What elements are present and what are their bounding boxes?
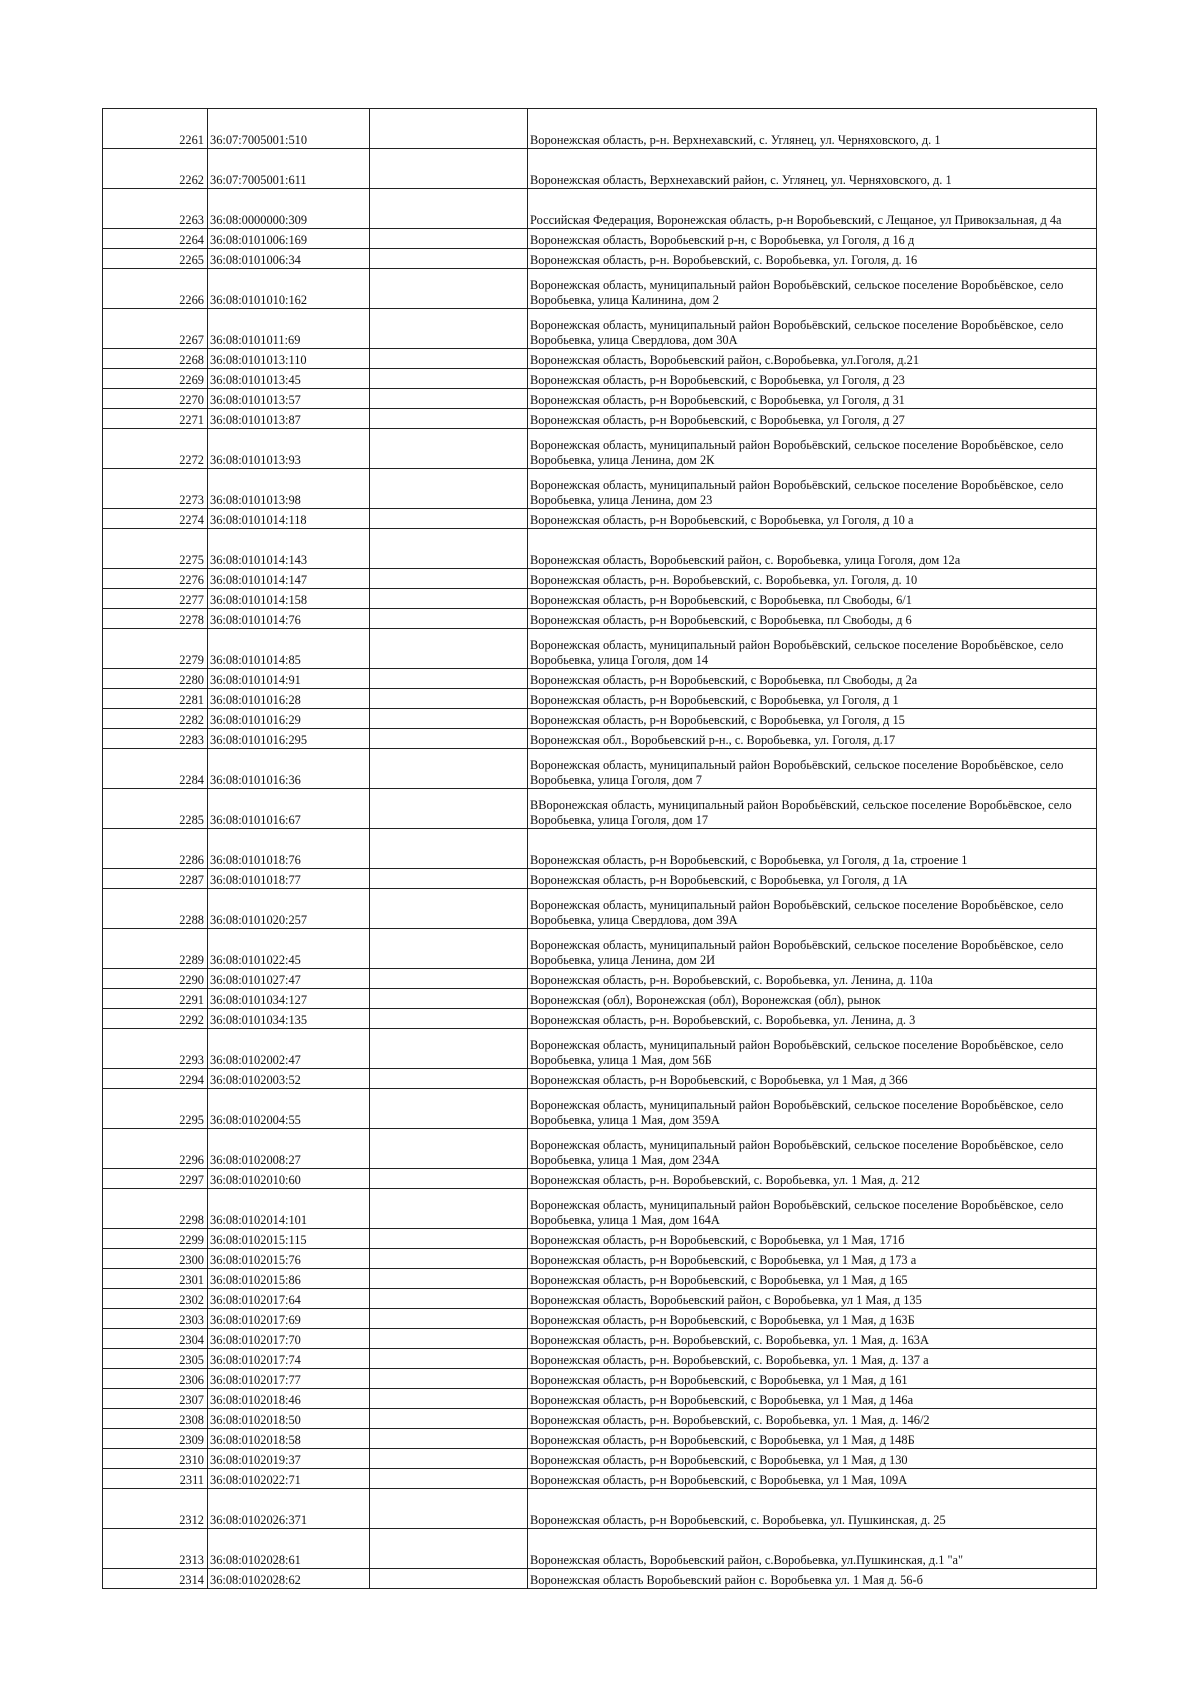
empty-cell	[370, 969, 528, 989]
row-number: 2294	[103, 1069, 208, 1089]
empty-cell	[370, 669, 528, 689]
cadastral-number: 36:08:0101034:127	[208, 989, 370, 1009]
row-number: 2305	[103, 1349, 208, 1369]
cadastral-number: 36:08:0102010:60	[208, 1169, 370, 1189]
address: Воронежская область, р-н. Воробьевский, с. Воробьевка, ул. 1 Мая, д. 137 а	[528, 1349, 1097, 1369]
empty-cell	[370, 569, 528, 589]
empty-cell	[370, 229, 528, 249]
address: Воронежская область, муниципальный район Воробьёвский, сельское поселение Воробьёвское, село Воробьевка, улица 1 Мая, дом 359А	[528, 1089, 1097, 1129]
address: Воронежская область, р-н Воробьевский, с Воробьевка, ул 1 Мая, д 165	[528, 1269, 1097, 1289]
address: Воронежская обл., Воробьевский р-н., с. Воробьевка, ул. Гоголя, д.17	[528, 729, 1097, 749]
row-number: 2312	[103, 1489, 208, 1529]
cadastral-number: 36:08:0102017:64	[208, 1289, 370, 1309]
cadastral-number: 36:08:0101014:76	[208, 609, 370, 629]
table-row	[103, 249, 1097, 269]
cadastral-register-table	[102, 108, 1097, 1589]
address: Воронежская область, р-н. Воробьевский, с. Воробьевка, ул. 1 Мая, д. 163А	[528, 1329, 1097, 1349]
table-row	[103, 609, 1097, 629]
address: Воронежская область, р-н Воробьевский, с Воробьевка, ул Гоголя, д 31	[528, 389, 1097, 409]
cadastral-number: 36:08:0101010:162	[208, 269, 370, 309]
row-number: 2304	[103, 1329, 208, 1349]
row-number: 2314	[103, 1569, 208, 1589]
cadastral-number: 36:08:0102015:86	[208, 1269, 370, 1289]
table-row	[103, 569, 1097, 589]
cadastral-number: 36:08:0102026:371	[208, 1489, 370, 1529]
row-number: 2267	[103, 309, 208, 349]
table-row	[103, 109, 1097, 149]
address: Воронежская область, р-н Воробьевский, с Воробьевка, пл Свободы, д 6	[528, 609, 1097, 629]
row-number: 2306	[103, 1369, 208, 1389]
row-number: 2288	[103, 889, 208, 929]
empty-cell	[370, 629, 528, 669]
table-row	[103, 409, 1097, 429]
empty-cell	[370, 889, 528, 929]
row-number: 2266	[103, 269, 208, 309]
empty-cell	[370, 1069, 528, 1089]
table-row	[103, 889, 1097, 929]
table-row	[103, 1289, 1097, 1309]
address: Воронежская область, р-н Воробьевский, с Воробьевка, ул 1 Мая, 109А	[528, 1469, 1097, 1489]
row-number: 2310	[103, 1449, 208, 1469]
cadastral-number: 36:08:0102017:74	[208, 1349, 370, 1369]
table-row	[103, 1389, 1097, 1409]
empty-cell	[370, 1249, 528, 1269]
table-row	[103, 929, 1097, 969]
address: Воронежская область, р-н Воробьевский, с Воробьевка, ул Гоголя, д 1а, строение 1	[528, 829, 1097, 869]
empty-cell	[370, 1309, 528, 1329]
cadastral-number: 36:08:0101018:77	[208, 869, 370, 889]
row-number: 2264	[103, 229, 208, 249]
address: Воронежская область, р-н Воробьевский, с Воробьевка, ул Гоголя, д 27	[528, 409, 1097, 429]
address: Воронежская область, Воробьевский район, с.Воробьевка, ул.Гоголя, д.21	[528, 349, 1097, 369]
cadastral-number: 36:08:0101016:36	[208, 749, 370, 789]
cadastral-number: 36:08:0101027:47	[208, 969, 370, 989]
empty-cell	[370, 1189, 528, 1229]
row-number: 2302	[103, 1289, 208, 1309]
address: Воронежская область, р-н Воробьевский, с Воробьевка, ул Гоголя, д 15	[528, 709, 1097, 729]
address: Воронежская область, р-н Воробьевский, с Воробьевка, ул 1 Мая, д 366	[528, 1069, 1097, 1089]
row-number: 2299	[103, 1229, 208, 1249]
cadastral-number: 36:08:0101013:87	[208, 409, 370, 429]
address: Воронежская область, р-н. Воробьевский, с. Воробьевка, ул. 1 Мая, д. 146/2	[528, 1409, 1097, 1429]
empty-cell	[370, 1269, 528, 1289]
row-number: 2279	[103, 629, 208, 669]
empty-cell	[370, 109, 528, 149]
address: Воронежская область, Воробьевский район, с Воробьевка, ул 1 Мая, д 135	[528, 1289, 1097, 1309]
address: Воронежская область, муниципальный район Воробьёвский, сельское поселение Воробьёвское, село Воробьевка, улица Ленина, дом 2И	[528, 929, 1097, 969]
cadastral-number: 36:08:0101013:57	[208, 389, 370, 409]
cadastral-number: 36:08:0101014:158	[208, 589, 370, 609]
row-number: 2280	[103, 669, 208, 689]
row-number: 2298	[103, 1189, 208, 1229]
table-row	[103, 709, 1097, 729]
table-row	[103, 269, 1097, 309]
row-number: 2313	[103, 1529, 208, 1569]
table-row	[103, 1349, 1097, 1369]
cadastral-number: 36:08:0101016:295	[208, 729, 370, 749]
address: Воронежская область, р-н Воробьевский, с. Воробьевка, ул. Пушкинская, д. 25	[528, 1489, 1097, 1529]
address: Воронежская область, р-н Воробьевский, с Воробьевка, ул Гоголя, д 1	[528, 689, 1097, 709]
cadastral-number: 36:08:0101014:147	[208, 569, 370, 589]
empty-cell	[370, 1389, 528, 1409]
cadastral-number: 36:08:0101013:110	[208, 349, 370, 369]
address: Воронежская область, р-н Воробьевский, с Воробьевка, пл Свободы, 6/1	[528, 589, 1097, 609]
row-number: 2263	[103, 189, 208, 229]
table-row	[103, 789, 1097, 829]
address: Воронежская область, Воробьевский район, с. Воробьевка, улица Гоголя, дом 12а	[528, 529, 1097, 569]
row-number: 2285	[103, 789, 208, 829]
address: Воронежская область, Воробьевский р-н, с Воробьевка, ул Гоголя, д 16 д	[528, 229, 1097, 249]
empty-cell	[370, 789, 528, 829]
address: Воронежская область, р-н Воробьевский, с Воробьевка, ул 1 Мая, 171б	[528, 1229, 1097, 1249]
table-row	[103, 1169, 1097, 1189]
empty-cell	[370, 389, 528, 409]
cadastral-number: 36:08:0101013:93	[208, 429, 370, 469]
empty-cell	[370, 149, 528, 189]
cadastral-number: 36:08:0102018:58	[208, 1429, 370, 1449]
cadastral-number: 36:08:0101014:85	[208, 629, 370, 669]
table-row	[103, 1009, 1097, 1029]
table-row	[103, 189, 1097, 229]
row-number: 2265	[103, 249, 208, 269]
address: Воронежская область, р-н. Воробьевский, с. Воробьевка, ул. 1 Мая, д. 212	[528, 1169, 1097, 1189]
address: Воронежская область, муниципальный район Воробьёвский, сельское поселение Воробьёвское, село Воробьевка, улица Свердлова, дом 39А	[528, 889, 1097, 929]
cadastral-number: 36:08:0101006:169	[208, 229, 370, 249]
address: Воронежская область, муниципальный район Воробьёвский, сельское поселение Воробьёвское, село Воробьевка, улица 1 Мая, дом 234А	[528, 1129, 1097, 1169]
address: Воронежская область, р-н Воробьевский, с Воробьевка, ул 1 Мая, д 130	[528, 1449, 1097, 1469]
table-row	[103, 469, 1097, 509]
address: Воронежская область, р-н Воробьевский, с Воробьевка, ул 1 Мая, д 173 а	[528, 1249, 1097, 1269]
cadastral-number: 36:07:7005001:611	[208, 149, 370, 189]
cadastral-number: 36:08:0102015:76	[208, 1249, 370, 1269]
address: Воронежская область, р-н Воробьевский, с Воробьевка, ул 1 Мая, д 146а	[528, 1389, 1097, 1409]
empty-cell	[370, 729, 528, 749]
address: Воронежская область, Воробьевский район, с.Воробьевка, ул.Пушкинская, д.1 "а"	[528, 1529, 1097, 1569]
row-number: 2289	[103, 929, 208, 969]
address: Воронежская область, Верхнехавский район, с. Углянец, ул. Черняховского, д. 1	[528, 149, 1097, 189]
cadastral-number: 36:08:0102003:52	[208, 1069, 370, 1089]
empty-cell	[370, 1289, 528, 1309]
address: Воронежская область Воробьевский район с. Воробьевка ул. 1 Мая д. 56-б	[528, 1569, 1097, 1589]
cadastral-number: 36:08:0102008:27	[208, 1129, 370, 1169]
row-number: 2296	[103, 1129, 208, 1169]
table-row	[103, 1069, 1097, 1089]
cadastral-number: 36:08:0101020:257	[208, 889, 370, 929]
row-number: 2261	[103, 109, 208, 149]
empty-cell	[370, 1529, 528, 1569]
row-number: 2273	[103, 469, 208, 509]
empty-cell	[370, 1029, 528, 1069]
cadastral-number: 36:08:0101034:135	[208, 1009, 370, 1029]
address: Воронежская область, муниципальный район Воробьёвский, сельское поселение Воробьёвское, село Воробьевка, улица 1 Мая, дом 164А	[528, 1189, 1097, 1229]
address: Воронежская область, муниципальный район Воробьёвский, сельское поселение Воробьёвское, село Воробьевка, улица Калинина, дом 2	[528, 269, 1097, 309]
row-number: 2293	[103, 1029, 208, 1069]
table-row	[103, 369, 1097, 389]
cadastral-number: 36:08:0102017:77	[208, 1369, 370, 1389]
row-number: 2262	[103, 149, 208, 189]
table-row	[103, 1529, 1097, 1569]
row-number: 2271	[103, 409, 208, 429]
row-number: 2282	[103, 709, 208, 729]
cadastral-number: 36:08:0101016:28	[208, 689, 370, 709]
table-row	[103, 1129, 1097, 1169]
row-number: 2286	[103, 829, 208, 869]
table-row	[103, 829, 1097, 869]
cadastral-number: 36:08:0102015:115	[208, 1229, 370, 1249]
address: Воронежская (обл), Воронежская (обл), Воронежская (обл), рынок	[528, 989, 1097, 1009]
row-number: 2307	[103, 1389, 208, 1409]
row-number: 2311	[103, 1469, 208, 1489]
row-number: 2277	[103, 589, 208, 609]
empty-cell	[370, 429, 528, 469]
cadastral-number: 36:08:0101016:67	[208, 789, 370, 829]
row-number: 2292	[103, 1009, 208, 1029]
address: Воронежская область, р-н Воробьевский, с Воробьевка, ул Гоголя, д 10 а	[528, 509, 1097, 529]
table-row	[103, 1089, 1097, 1129]
table-row	[103, 969, 1097, 989]
table-row	[103, 629, 1097, 669]
empty-cell	[370, 1489, 528, 1529]
row-number: 2308	[103, 1409, 208, 1429]
address: Воронежская область, р-н. Верхнехавский, с. Углянец, ул. Черняховского, д. 1	[528, 109, 1097, 149]
row-number: 2275	[103, 529, 208, 569]
cadastral-number: 36:08:0102017:69	[208, 1309, 370, 1329]
cadastral-number: 36:08:0101014:118	[208, 509, 370, 529]
empty-cell	[370, 349, 528, 369]
address: Воронежская область, р-н. Воробьевский, с. Воробьевка, ул. Ленина, д. 3	[528, 1009, 1097, 1029]
empty-cell	[370, 469, 528, 509]
cadastral-number: 36:08:0101011:69	[208, 309, 370, 349]
empty-cell	[370, 1449, 528, 1469]
empty-cell	[370, 1229, 528, 1249]
table-row	[103, 1409, 1097, 1429]
address: Воронежская область, р-н Воробьевский, с Воробьевка, ул 1 Мая, д 161	[528, 1369, 1097, 1389]
address: Воронежская область, р-н. Воробьевский, с. Воробьевка, ул. Гоголя, д. 10	[528, 569, 1097, 589]
row-number: 2301	[103, 1269, 208, 1289]
table-row	[103, 1189, 1097, 1229]
row-number: 2300	[103, 1249, 208, 1269]
table-row	[103, 1249, 1097, 1269]
cadastral-number: 36:08:0102019:37	[208, 1449, 370, 1469]
table-row	[103, 1449, 1097, 1469]
table-row	[103, 1369, 1097, 1389]
table-row	[103, 1309, 1097, 1329]
table-row	[103, 1329, 1097, 1349]
row-number: 2295	[103, 1089, 208, 1129]
table-row	[103, 1229, 1097, 1249]
empty-cell	[370, 1009, 528, 1029]
address: Воронежская область, муниципальный район Воробьёвский, сельское поселение Воробьёвское, село Воробьевка, улица Гоголя, дом 14	[528, 629, 1097, 669]
address: Воронежская область, р-н Воробьевский, с Воробьевка, пл Свободы, д 2а	[528, 669, 1097, 689]
empty-cell	[370, 529, 528, 569]
empty-cell	[370, 509, 528, 529]
row-number: 2276	[103, 569, 208, 589]
row-number: 2287	[103, 869, 208, 889]
table-row	[103, 349, 1097, 369]
empty-cell	[370, 1129, 528, 1169]
empty-cell	[370, 989, 528, 1009]
cadastral-number: 36:08:0102014:101	[208, 1189, 370, 1229]
table-row	[103, 989, 1097, 1009]
address: Воронежская область, муниципальный район Воробьёвский, сельское поселение Воробьёвское, село Воробьевка, улица Свердлова, дом 30А	[528, 309, 1097, 349]
empty-cell	[370, 269, 528, 309]
empty-cell	[370, 929, 528, 969]
row-number: 2290	[103, 969, 208, 989]
empty-cell	[370, 609, 528, 629]
cadastral-number: 36:08:0101018:76	[208, 829, 370, 869]
table-row	[103, 149, 1097, 189]
table-row	[103, 229, 1097, 249]
table-row	[103, 869, 1097, 889]
table-row	[103, 529, 1097, 569]
cadastral-number: 36:08:0102017:70	[208, 1329, 370, 1349]
cadastral-number: 36:08:0101013:98	[208, 469, 370, 509]
table-row	[103, 509, 1097, 529]
cadastral-number: 36:08:0101022:45	[208, 929, 370, 969]
address: Воронежская область, муниципальный район Воробьёвский, сельское поселение Воробьёвское, село Воробьевка, улица Ленина, дом 23	[528, 469, 1097, 509]
cadastral-number: 36:08:0101006:34	[208, 249, 370, 269]
empty-cell	[370, 829, 528, 869]
table-row	[103, 1269, 1097, 1289]
empty-cell	[370, 1429, 528, 1449]
cadastral-number: 36:08:0101014:91	[208, 669, 370, 689]
cadastral-number: 36:08:0102028:61	[208, 1529, 370, 1569]
row-number: 2268	[103, 349, 208, 369]
address: Российская Федерация, Воронежская область, р-н Воробьевский, с Лещаное, ул Привокзальная, д 4а	[528, 189, 1097, 229]
table-row	[103, 1489, 1097, 1529]
empty-cell	[370, 309, 528, 349]
row-number: 2274	[103, 509, 208, 529]
row-number: 2297	[103, 1169, 208, 1189]
address: Воронежская область, муниципальный район Воробьёвский, сельское поселение Воробьёвское, село Воробьевка, улица Ленина, дом 2К	[528, 429, 1097, 469]
empty-cell	[370, 1329, 528, 1349]
empty-cell	[370, 869, 528, 889]
cadastral-number: 36:08:0102028:62	[208, 1569, 370, 1589]
cadastral-number: 36:08:0101014:143	[208, 529, 370, 569]
row-number: 2303	[103, 1309, 208, 1329]
table-row	[103, 1469, 1097, 1489]
table-row	[103, 429, 1097, 469]
address: Воронежская область, р-н Воробьевский, с Воробьевка, ул Гоголя, д 23	[528, 369, 1097, 389]
row-number: 2284	[103, 749, 208, 789]
table-row	[103, 1569, 1097, 1589]
cadastral-number: 36:08:0102022:71	[208, 1469, 370, 1489]
empty-cell	[370, 749, 528, 789]
table-row	[103, 589, 1097, 609]
table-row	[103, 689, 1097, 709]
address: Воронежская область, р-н. Воробьевский, с. Воробьевка, ул. Ленина, д. 110а	[528, 969, 1097, 989]
empty-cell	[370, 1089, 528, 1129]
table-row	[103, 669, 1097, 689]
cadastral-number: 36:08:0102002:47	[208, 1029, 370, 1069]
address: ВВоронежская область, муниципальный район Воробьёвский, сельское поселение Воробьёвское, село Воробьевка, улица Гоголя, дом 17	[528, 789, 1097, 829]
cadastral-number: 36:07:7005001:510	[208, 109, 370, 149]
address: Воронежская область, р-н. Воробьевский, с. Воробьевка, ул. Гоголя, д. 16	[528, 249, 1097, 269]
empty-cell	[370, 189, 528, 229]
empty-cell	[370, 1349, 528, 1369]
empty-cell	[370, 589, 528, 609]
table-row	[103, 729, 1097, 749]
row-number: 2283	[103, 729, 208, 749]
cadastral-number: 36:08:0102018:50	[208, 1409, 370, 1429]
row-number: 2270	[103, 389, 208, 409]
table-row	[103, 749, 1097, 789]
empty-cell	[370, 249, 528, 269]
cadastral-number: 36:08:0102004:55	[208, 1089, 370, 1129]
row-number: 2309	[103, 1429, 208, 1449]
empty-cell	[370, 1369, 528, 1389]
cadastral-number: 36:08:0101013:45	[208, 369, 370, 389]
address: Воронежская область, муниципальный район Воробьёвский, сельское поселение Воробьёвское, село Воробьевка, улица 1 Мая, дом 56Б	[528, 1029, 1097, 1069]
row-number: 2281	[103, 689, 208, 709]
row-number: 2291	[103, 989, 208, 1009]
address: Воронежская область, муниципальный район Воробьёвский, сельское поселение Воробьёвское, село Воробьевка, улица Гоголя, дом 7	[528, 749, 1097, 789]
cadastral-number: 36:08:0000000:309	[208, 189, 370, 229]
empty-cell	[370, 409, 528, 429]
address: Воронежская область, р-н Воробьевский, с Воробьевка, ул 1 Мая, д 163Б	[528, 1309, 1097, 1329]
table-row	[103, 1429, 1097, 1449]
cadastral-number: 36:08:0102018:46	[208, 1389, 370, 1409]
table-row	[103, 1029, 1097, 1069]
row-number: 2278	[103, 609, 208, 629]
empty-cell	[370, 709, 528, 729]
row-number: 2269	[103, 369, 208, 389]
cadastral-number: 36:08:0101016:29	[208, 709, 370, 729]
address: Воронежская область, р-н Воробьевский, с Воробьевка, ул 1 Мая, д 148Б	[528, 1429, 1097, 1449]
empty-cell	[370, 1569, 528, 1589]
table-row	[103, 389, 1097, 409]
address: Воронежская область, р-н Воробьевский, с Воробьевка, ул Гоголя, д 1А	[528, 869, 1097, 889]
empty-cell	[370, 1409, 528, 1429]
empty-cell	[370, 369, 528, 389]
empty-cell	[370, 689, 528, 709]
empty-cell	[370, 1169, 528, 1189]
table-row	[103, 309, 1097, 349]
empty-cell	[370, 1469, 528, 1489]
row-number: 2272	[103, 429, 208, 469]
